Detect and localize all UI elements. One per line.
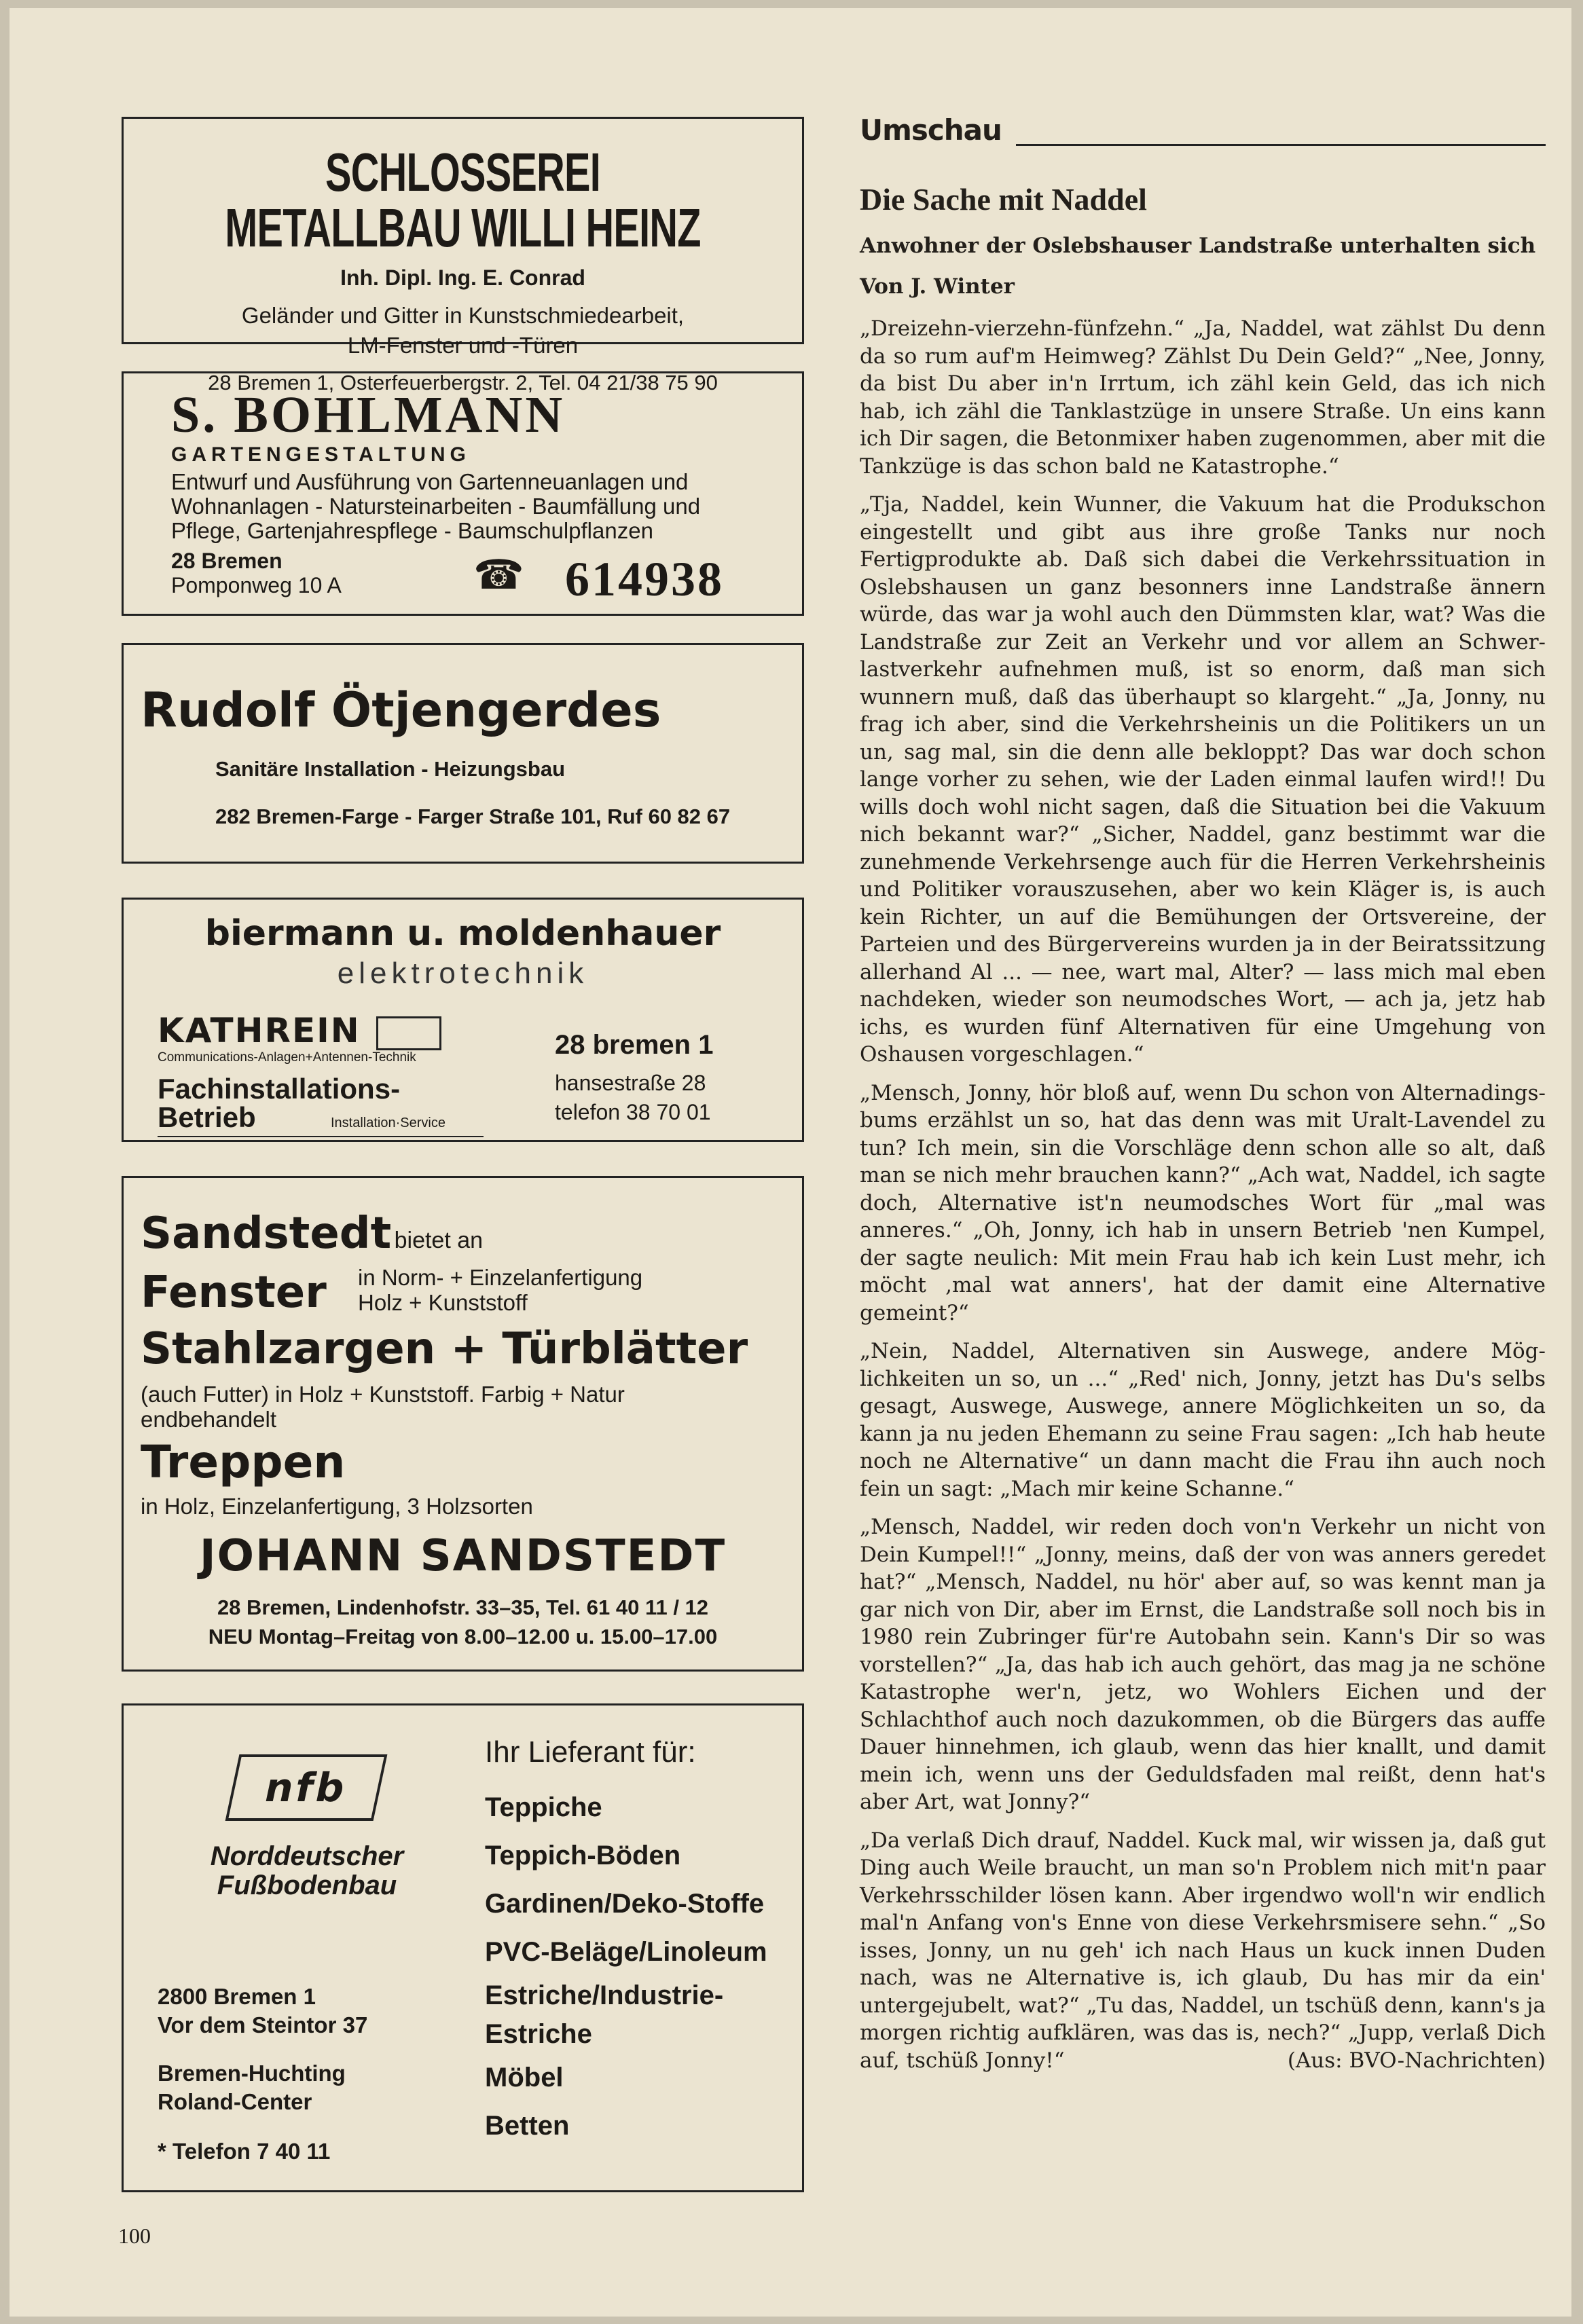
ad-biermann-city: 28 bremen 1 [555,1030,714,1060]
ad-heinz-owner: Inh. Dipl. Ing. E. Conrad [340,265,585,290]
ad-fussboden-addr2: Vor dem Steintor 37 [158,2012,368,2037]
ad-oetjengerdes [122,643,804,864]
ad-sandstedt-treppen-desc: in Holz, Einzelanfertigung, 3 Holzsorten [141,1494,533,1519]
ad-heinz-line1: Geländer und Gitter in Kunstschmiedearbeit, [241,303,685,328]
ad-biermann-phone: telefon 38 70 01 [555,1100,711,1124]
ad-biermann-fach1: Fachinstallations- [158,1073,401,1105]
ad-bohlmann-desc-2: Wohnanlagen - Natursteinarbeiten - Baumfällung und [171,494,701,519]
ad-bohlmann-subtitle: GARTENGESTALTUNG [171,443,471,466]
list-item: Betten [485,2111,570,2141]
ad-biermann-subtitle: elektrotechnik [337,957,589,990]
ad-sandstedt-offers: bietet an [394,1228,484,1253]
ad-sandstedt-holz: Holz + Kunststoff [358,1290,528,1315]
list-item: Möbel [485,2063,564,2092]
page-number: 100 [118,2224,151,2248]
ad-fussboden-supplier: Ihr Lieferant für: [485,1735,696,1769]
ad-fussboden-addr1: 2800 Bremen 1 [158,1984,316,2009]
ad-bohlmann [122,371,804,616]
ad-biermann-fach2: Betrieb [158,1101,256,1133]
list-item: Teppiche [485,1792,602,1822]
ad-biermann-brand-sub: Communications-Anlagen+Antennen-Technik [158,1050,416,1065]
section-header [860,113,1546,147]
ad-biermann-fach-sub: Installation·Service [331,1115,445,1130]
article-author: Von J. Winter [860,274,1015,299]
ad-bohlmann-city: 28 Bremen [171,549,283,573]
ad-bohlmann-title: S. BOHLMANN [171,386,566,443]
kathrein-logo-icon [376,1016,441,1050]
ad-bohlmann-desc-3: Pflege, Gartenjahrespflege - Baumschulpflanzen [171,518,653,543]
article-paragraph: „Mensch, Naddel, wir reden doch von'n Verkehr un nicht von Dein Kumpel!!“ „Jonny, meins, daß der von was anners geredet hat?“ „Mensch, Naddel, nu hör' aber auf, so was kennt man ja gar nich von Dir, aber im Ernst, die Landstraße soll noch bis in 1980 rein Zubringer für're Autobahn sein. Kann's Dir so was vorstellen?“ „Ja, das hab ich auch gehört, das mag ja ne schöne Katastrophe wer'n, jetz, wo Wohlers Eichen und der Schlachthof auch noch dazukommen, ob die Bürgers das auffe Dauer hinnehmen, ich glaub, wenn das hier knallt, und damit mein ich, wenn uns der Geduldsfaden mal reißt, denn hat's aber Art, wat Jonny?“ [860,1515,1546,1814]
ad-bohlmann-phone: 614938 [565,552,724,606]
nfb-logo-icon [225,1754,388,1821]
ad-bohlmann-street: Pomponweg 10 A [171,573,342,597]
phone-icon: ☎ [473,552,524,597]
ad-biermann [122,898,804,1142]
ad-bohlmann-desc-1: Entwurf und Ausführung von Gartenneuanlagen und [171,469,689,494]
list-item: Teppich-Böden [485,1841,681,1870]
ad-sandstedt-treppen: Treppen [141,1436,346,1488]
article-paragraph: „Nein, Naddel, Alternativen sin Auswege, andere Möglichkeiten un so, un ...“ „Red' nich, Jonny, jetzt has Du's selbs gesagt, Auswege, Auswege, annere Möglichkeiten un so, da kann ja nu jeden Ehemann zu seine Frau sagen: „Ich hab heute noch ne Alternative“ un dann macht die Frau ihn auch noch fein un sagt: „Mach mir keine Schanne.“ [860,1339,1546,1501]
ad-oetjengerdes-address-text: 282 Bremen-Farge - Farger Straße 101, Ruf 60 82 67 [215,805,731,828]
ad-heinz-line2: LM-Fenster und -Türen [347,333,579,358]
ad-fussboden-items [485,1784,767,2150]
ad-oetjengerdes-service: Sanitäre Installation - Heizungsbau [215,757,566,781]
ad-fussboden-phone: * Telefon 7 40 11 [158,2139,331,2164]
nfb-logo-text: nfb [260,1765,352,1811]
article-title: Die Sache mit Naddel [860,182,1147,217]
ad-bohlmann-desc [171,470,700,543]
page [10,8,1571,2317]
ad-biermann-street: hansestraße 28 [555,1071,706,1095]
ad-sandstedt [122,1176,804,1672]
ad-biermann-title: biermann u. moldenhauer [204,913,721,954]
ad-sandstedt-zargen-desc2: endbehandelt [141,1407,277,1432]
article-source: (Aus: BVO-Nachrichten) [1287,2048,1546,2073]
ad-heinz-title: SCHLOSSEREI METALLBAU WILLI HEINZ [225,142,701,258]
ad-sandstedt-zargen-desc1: (auch Futter) in Holz + Kunststoff. Farbig + Natur [141,1382,625,1407]
ad-fussboden-name1: Norddeutscher [210,1841,404,1871]
section-rule [1016,144,1546,146]
ad-sandstedt-hours: NEU Montag–Freitag von 8.00–12.00 u. 15.00–17.00 [208,1625,718,1648]
ad-sandstedt-zargen: Stahlzargen + Türblätter [141,1324,748,1374]
article-paragraph: „Tja, Naddel, kein Wunner, die Vakuum hat die Produkschon eingestellt und gibt aus ihre große Tanks nur noch Fertigprodukte ab. Daß sich dabei die Verkehrssituation in Oslebshausen un ganz besonners inne Landstraße ännern würde, das war ja wohl auch den Dümmsten klar, wat? Was die Landstraße zur Zeit an Verkehr und vor allem an Schwerlastverkehr aufnehmen muß, ist so enorm, daß man sich wunnern muß, daß das überhaupt so klargeht.“ „Ja, Jonny, nu frag ich aber, sind die Verkehrsheinis un die Politikers un un un, sag mal, sin die denn alle bekloppt? Das war doch schon lange vorher zu sehen, wie der Laden einmal laufen wird!! Du wills doch wohl nicht sagen, daß die Situation bei die Vakuum nich bekannt war?“ „Sicher, Naddel, ganz bestimmt war die zunehmende Verkehrsenge auch für die Herren Verkehrsheinis und Politiker vorauszusehen, aber wo kein Kläger is, is auch kein Richter, un auf die Bemühungen der Ortsvereine, der Parteien und des Bürgervereins wurden ja in der Beiratssitzung allerhand Al ... — nee, wart mal, Alter? — lass mich mal eben nachdeken, wieder son neumodsches Wort, — ach ja, jetz hab ichs, es wurden fünf Alternativen für eine Umgehung von Oshausen vorgeschlagen.“ [860,492,1546,1067]
ad-sandstedt-fenster: Fenster [141,1268,327,1318]
ad-sandstedt-head [141,1209,483,1259]
list-item: Estriche [485,2019,592,2049]
ad-oetjengerdes-title: Rudolf Ötjengerdes [141,682,661,738]
article-body [860,315,1546,2075]
article-paragraph: „Dreizehn-vierzehn-fünfzehn.“ „Ja, Naddel, wat zählst Du denn da so rum auf'm Heimweg? Zählst Du Dein Geld?“ „Nee, Jonny, da bist Du aber in'n Irrtum, ich zähl kein Geld, das ich nich hab, ich zähl die Tanklastzüge in unsere Straße. Un eins kann ich Dir sagen, die Betonmixer haben zugenommen, aber mit die Tankzüge is das schon bald ne Katastrophe.“ [860,316,1546,479]
ad-norddeutscher-fussbodenbau [122,1703,804,2192]
article-paragraph: „Mensch, Jonny, hör bloß auf, wenn Du schon von Alternadings-bums erzählst un so, hat das denn was mit Uralt-Lavendel zu tun? Ich mein, sin die Vorschläge denn schon alle so alt, daß man se nich mehr brauchen kann?“ „Ach wat, Naddel, ich sagte doch, Alternative ist'n neumodsches Wort für „mal was anneres.“ „Oh, Jonny, ich hab in unsern Betrieb 'nen Kumpel, der sagte neulich: Mit mein Frau hab ich kein Lust mehr, ich möcht ,mal wat anners', hat der damit eine Alternative gemeint?“ [860,1080,1546,1325]
ad-fussboden-name2: Fußbodenbau [217,1870,397,1900]
ad-biermann-underline [158,1136,484,1137]
ad-sandstedt-address: 28 Bremen, Lindenhofstr. 33–35, Tel. 61 40 11 / 12 [217,1596,709,1619]
ad-fussboden-addr3: Bremen-Huchting [158,2061,346,2086]
ad-schlosserei-heinz [122,117,804,394]
list-item: PVC-Beläge/Linoleum [485,1937,767,1967]
ad-heinz-address: 28 Bremen 1, Osterfeuerbergstr. 2, Tel. 04 21/38 75 90 [208,371,718,394]
ad-oetjengerdes-address [215,805,730,829]
ad-biermann-brand-name: KATHREIN [158,1011,361,1050]
article-subtitle: Anwohner der Oslebshauser Landstraße unterhalten sich [860,234,1536,258]
article-paragraph: „Da verlaß Dich drauf, Naddel. Kuck mal, wir wissen ja, daß gut Ding auch Weile braucht, un man so'n Problem nich mit'n paar Verkehrsschilder lösen kann. Aber irgendwo woll'n wir endlich mal'n Anfang von's Enne von diese Verkehrsmisere sehn.“ „So isses, Jonny, un nu geh' ich nach Haus un kuck innen Duden nach, was ne Alternative is, ich glaub, Du has mir da ein' untergejubelt, wat?“ „Tu das, Naddel, un tschüß denn, kann's ja morgen richtig aufklären, was das is, nech?“ „Jupp, verlaß Dich auf, tschüß Jonny!“ [860,1828,1546,2073]
ad-sandstedt-company: JOHANN SANDSTEDT [199,1531,727,1581]
ad-sandstedt-norm: in Norm- + Einzelanfertigung [358,1265,643,1290]
section-title: Umschau [860,113,1002,147]
list-item: Estriche/Industrie- [485,1980,724,2010]
ad-biermann-brand [158,1011,441,1050]
list-item: Gardinen/Deko-Stoffe [485,1889,765,1919]
ad-fussboden-addr4: Roland-Center [158,2089,312,2114]
ad-sandstedt-name: Sandstedt [141,1209,392,1259]
